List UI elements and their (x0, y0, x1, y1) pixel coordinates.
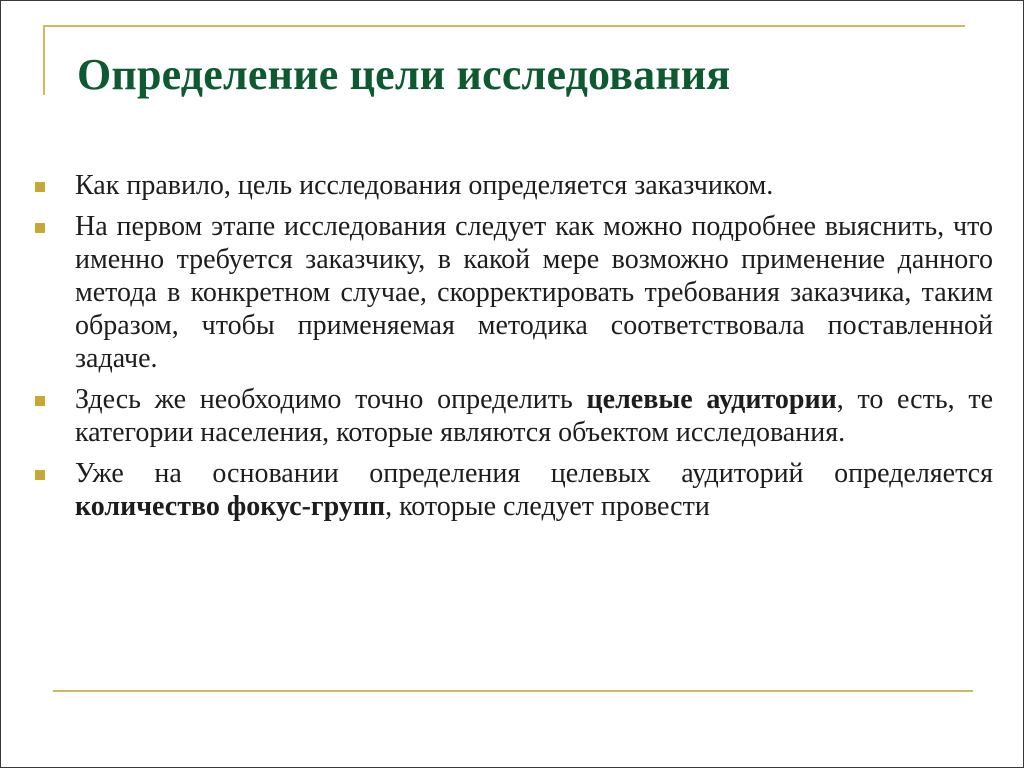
decorative-top-line (43, 25, 965, 27)
bullet-text: Как правило, цель исследования определяется заказчиком. (75, 170, 774, 201)
bullet-list (35, 169, 993, 531)
square-bullet-icon (35, 470, 45, 480)
square-bullet-icon (35, 182, 45, 192)
bullet-text: Уже на основании определения целевых аудиторий определяется (75, 458, 993, 489)
bullet-item (35, 457, 993, 523)
bullet-text: На первом этапе исследования следует как можно подробнее выяснить, что именно требуется заказчику, в какой мере возможно применение данного метода в конкретном случае, скорректировать требования заказчика, таким образом, чтобы применяемая методика соответствовала поставленной задаче. (75, 211, 993, 374)
square-bullet-icon (35, 396, 45, 406)
bullet-item (35, 210, 993, 375)
bullet-emphasis: целевые аудитории (586, 384, 837, 415)
bullet-text: , которые следует провести (385, 491, 710, 522)
bullet-item (35, 383, 993, 449)
square-bullet-icon (35, 223, 45, 233)
bullet-item (35, 169, 993, 202)
decorative-bottom-line (53, 690, 973, 692)
decorative-left-line (43, 25, 45, 95)
bullet-text: Здесь же необходимо точно определить (75, 384, 587, 415)
slide-title: Определение цели исследования (77, 50, 731, 99)
bullet-emphasis: количество фокус-групп (75, 491, 386, 522)
bullet-text: , то есть, те категории населения, которые являются объектом исследования. (75, 384, 994, 448)
